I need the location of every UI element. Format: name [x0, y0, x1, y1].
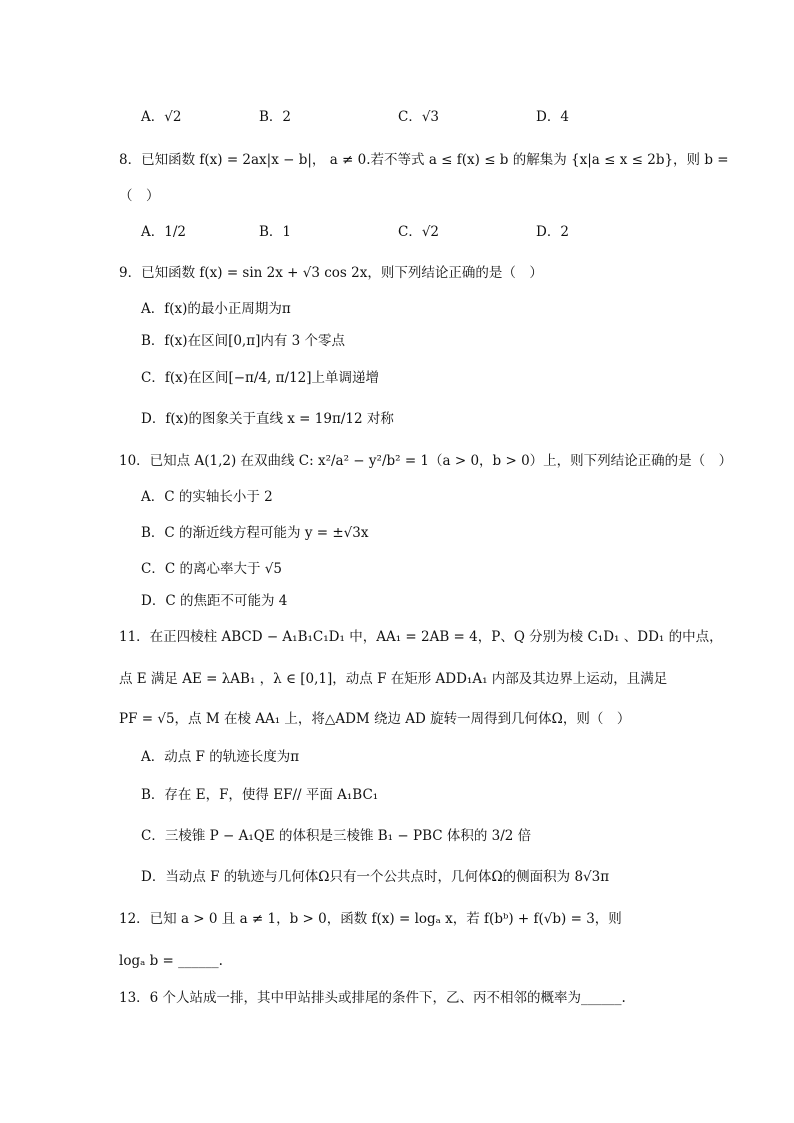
q8-option-d: D．2 [536, 224, 569, 240]
q11-stem-line-2: 点 E 满足 AE = λAB₁ ，λ ∈ [0,1]，动点 F 在矩形 ADD₁A₁ 内部及其边界上运动，且满足 [119, 671, 668, 687]
q11-option-a: A．动点 F 的轨迹长度为π [141, 749, 300, 765]
q7-option-b: B．2 [259, 109, 292, 125]
q10-stem: 10．已知点 A(1,2) 在双曲线 C: x²/a² − y²/b² = 1（a > 0，b > 0）上，则下列结论正确的是（ ） [119, 453, 733, 469]
q9-option-d: D．f(x)的图象关于直线 x = 19π/12 对称 [141, 411, 394, 427]
q8-option-a: A．1/2 [141, 224, 186, 240]
q13-stem: 13．6 个人站成一排，其中甲站排头或排尾的条件下，乙、丙不相邻的概率为______. [119, 990, 626, 1006]
q10-option-a: A．C 的实轴长小于 2 [141, 489, 273, 505]
q11-stem-line-1: 11．在正四棱柱 ABCD − A₁B₁C₁D₁ 中，AA₁ = 2AB = 4，P、Q 分别为棱 C₁D₁ 、DD₁ 的中点， [119, 629, 723, 645]
q7-option-a: A．√2 [141, 109, 182, 125]
q8-paren: （ ） [119, 188, 160, 204]
q11-option-c: C．三棱锥 P − A₁QE 的体积是三棱锥 B₁ − PBC 体积的 3/2 倍 [141, 828, 532, 844]
q11-option-d: D．当动点 F 的轨迹与几何体Ω只有一个公共点时，几何体Ω的侧面积为 8√3π [141, 869, 610, 885]
q7-option-c: C．√3 [398, 109, 440, 125]
q10-option-d: D．C 的焦距不可能为 4 [141, 593, 288, 609]
q11-option-b: B．存在 E，F，使得 EF// 平面 A₁BC₁ [141, 787, 379, 803]
q8-option-c: C．√2 [398, 224, 440, 240]
q8-option-b: B．1 [259, 224, 292, 240]
q7-option-d: D．4 [536, 109, 569, 125]
q9-option-b: B．f(x)在区间[0,π]内有 3 个零点 [141, 333, 346, 349]
q9-stem: 9．已知函数 f(x) = sin 2x + √3 cos 2x，则下列结论正确的是（ ） [119, 265, 543, 281]
q10-option-b: B．C 的渐近线方程可能为 y = ±√3x [141, 525, 369, 541]
q8-stem: 8．已知函数 f(x) = 2ax|x − b|， a ≠ 0.若不等式 a ≤ f(x) ≤ b 的解集为 {x|a ≤ x ≤ 2b}，则 b = [119, 152, 729, 168]
q11-stem-line-3: PF = √5，点 M 在棱 AA₁ 上，将△ADM 绕边 AD 旋转一周得到几何体Ω，则（ ） [119, 711, 631, 727]
q12-stem: 12．已知 a > 0 且 a ≠ 1，b > 0，函数 f(x) = logₐ x，若 f(bᵇ) + f(√b) = 3，则 [119, 911, 622, 927]
q10-option-c: C．C 的离心率大于 √5 [141, 561, 282, 577]
q12-answer-line: logₐ b = ______. [119, 953, 223, 969]
q9-option-a: A．f(x)的最小正周期为π [141, 301, 291, 317]
q9-option-c: C．f(x)在区间[−π/4, π/12]上单调递增 [141, 370, 380, 386]
